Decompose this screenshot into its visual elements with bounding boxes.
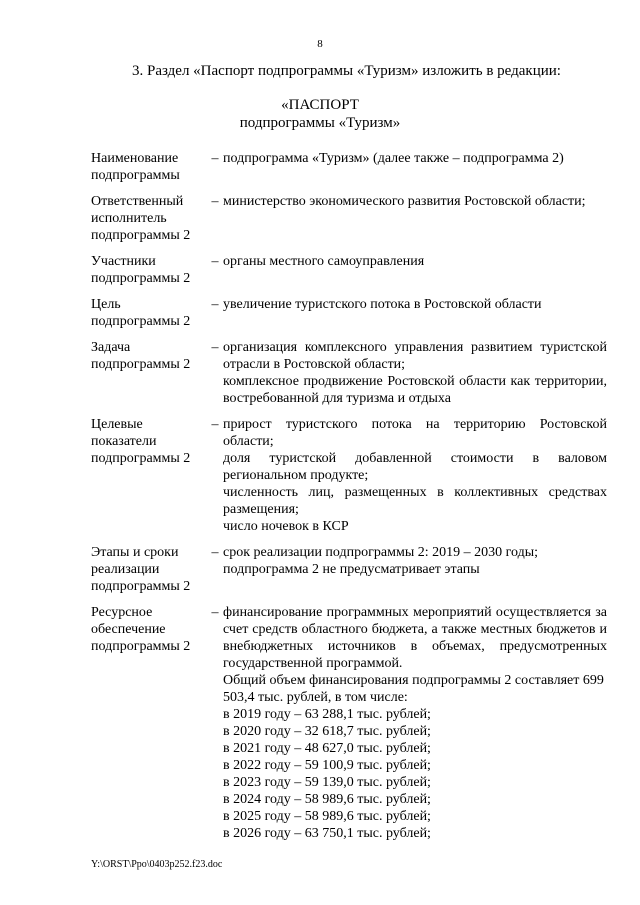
row-label-line: подпрограммы 2 <box>91 451 191 466</box>
passport-title: «ПАСПОРТ <box>281 97 359 113</box>
row-value-paragraph: министерство экономического развития Ростовской области; <box>223 194 586 209</box>
row-label-line: подпрограммы 2 <box>91 314 191 329</box>
row-label-line: Наименование <box>91 151 179 166</box>
file-path-footer: Y:\ORST\Ppo\0403p252.f23.doc <box>91 859 223 870</box>
row-label-line: подпрограммы 2 <box>91 228 191 243</box>
row-label-line: показатели <box>91 434 157 449</box>
row-value <box>223 253 607 287</box>
row-label <box>91 544 207 595</box>
row-dash: – <box>211 194 219 209</box>
row-label <box>91 339 207 407</box>
row-dash: – <box>211 545 219 560</box>
row-label-line: Цель <box>91 297 121 312</box>
row-dash: – <box>211 417 219 432</box>
row-dash: – <box>211 340 219 355</box>
row-value <box>223 544 607 595</box>
row-value-paragraph: в 2023 году – 59 139,0 тыс. рублей; <box>223 775 431 790</box>
passport-heading <box>0 96 640 132</box>
row-dash: – <box>211 254 219 269</box>
row-label-line: Ответственный <box>91 194 184 209</box>
page-number: 8 <box>317 38 323 50</box>
row-label <box>91 253 207 287</box>
row-value <box>223 296 607 330</box>
row-value-paragraph: прирост туристского потока на территорию Ростовской области; <box>223 417 607 449</box>
row-label-line: подпрограммы 2 <box>91 271 191 286</box>
row-label-line: Целевые <box>91 417 143 432</box>
row-value-paragraph: увеличение туристского потока в Ростовской области <box>223 297 542 312</box>
row-value-paragraph: финансирование программных мероприятий осуществляется за счет средств областного бюджета, а также местных бюджетов и внебюджетных источников в объемах, предусмотренных государственной программой. <box>223 605 607 671</box>
row-label <box>91 416 207 535</box>
row-dash: – <box>211 151 219 166</box>
row-label-line: подпрограммы <box>91 168 180 183</box>
passport-subtitle: подпрограммы «Туризм» <box>239 115 401 131</box>
row-value-paragraph: срок реализации подпрограммы 2: 2019 – 2030 годы; <box>223 545 539 560</box>
row-value-paragraph: Общий объем финансирования подпрограммы 2 составляет 699 503,4 тыс. рублей, в том числе: <box>223 673 604 705</box>
passport-row <box>91 544 607 595</box>
passport-row <box>91 193 607 244</box>
row-label-line: Этапы и сроки <box>91 545 179 560</box>
row-label <box>91 193 207 244</box>
row-label-line: исполнитель <box>91 211 167 226</box>
row-label-line: Участники <box>91 254 156 269</box>
row-label-line: подпрограммы 2 <box>91 357 191 372</box>
row-label <box>91 604 207 842</box>
row-label-line: реализации <box>91 562 160 577</box>
row-label-line: подпрограммы 2 <box>91 579 191 594</box>
passport-row <box>91 339 607 407</box>
row-value-paragraph: в 2024 году – 58 989,6 тыс. рублей; <box>223 792 431 807</box>
passport-row <box>91 604 607 842</box>
row-value-paragraph: органы местного самоуправления <box>223 254 425 269</box>
row-label-line: подпрограммы 2 <box>91 639 191 654</box>
passport-row <box>91 253 607 287</box>
row-label <box>91 296 207 330</box>
row-value <box>223 604 607 842</box>
row-value-paragraph: подпрограмма «Туризм» (далее также – подпрограмма 2) <box>223 151 564 166</box>
row-value <box>223 339 607 407</box>
row-value-paragraph: число ночевок в КСР <box>223 519 349 534</box>
row-value-paragraph: в 2021 году – 48 627,0 тыс. рублей; <box>223 741 431 756</box>
row-value-paragraph: в 2020 году – 32 618,7 тыс. рублей; <box>223 724 431 739</box>
passport-table <box>91 150 607 851</box>
row-label-line: обеспечение <box>91 622 166 637</box>
row-value-paragraph: в 2026 году – 63 750,1 тыс. рублей; <box>223 826 431 841</box>
row-dash: – <box>211 605 219 620</box>
row-label-line: Ресурсное <box>91 605 153 620</box>
row-value <box>223 150 607 184</box>
row-value-paragraph: в 2025 году – 58 989,6 тыс. рублей; <box>223 809 431 824</box>
passport-row <box>91 150 607 184</box>
row-value-paragraph: подпрограмма 2 не предусматривает этапы <box>223 562 480 577</box>
row-label-line: Задача <box>91 340 131 355</box>
row-dash: – <box>211 297 219 312</box>
row-value-paragraph: в 2019 году – 63 288,1 тыс. рублей; <box>223 707 431 722</box>
passport-row <box>91 296 607 330</box>
row-value-paragraph: в 2022 году – 59 100,9 тыс. рублей; <box>223 758 431 773</box>
row-label <box>91 150 207 184</box>
amendment-intro: 3. Раздел «Паспорт подпрограммы «Туризм» изложить в редакции: <box>132 63 561 79</box>
row-value <box>223 416 607 535</box>
row-value-paragraph: доля туристской добавленной стоимости в валовом региональном продукте; <box>223 451 607 483</box>
row-value-paragraph: численность лиц, размещенных в коллективных средствах размещения; <box>223 485 607 517</box>
row-value-paragraph: организация комплексного управления развитием туристской отрасли в Ростовской области; <box>223 340 607 372</box>
passport-row <box>91 416 607 535</box>
row-value-paragraph: комплексное продвижение Ростовской области как территории, востребованной для туризма и отдыха <box>223 374 607 406</box>
row-value <box>223 193 607 244</box>
